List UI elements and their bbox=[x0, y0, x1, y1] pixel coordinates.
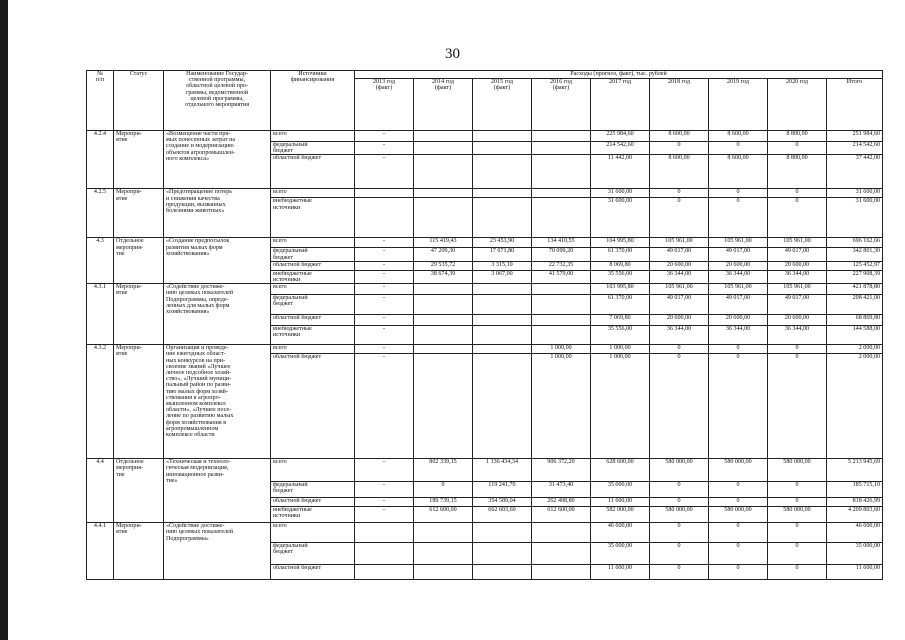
amount-cell: 0 bbox=[709, 354, 768, 459]
row-program-name: «Возмещение части пря- мых понесенных затрат на создание и модернизацию объектов агропромышлен- ного комплекса» bbox=[164, 131, 271, 189]
amount-cell: 11 600,00 bbox=[591, 498, 650, 507]
amount-cell: 20 600,00 bbox=[768, 315, 827, 326]
amount-cell: 1 000,00 bbox=[532, 345, 591, 354]
funding-source: областной бюджет bbox=[271, 565, 355, 580]
amount-cell: - bbox=[355, 507, 414, 523]
amount-cell: 0 bbox=[650, 189, 709, 198]
amount-cell: 612 600,00 bbox=[414, 507, 473, 523]
amount-cell: 105 961,00 bbox=[650, 238, 709, 248]
funding-source: федеральный бюджет bbox=[271, 482, 355, 498]
amount-cell: 4 209 803,60 bbox=[827, 507, 883, 523]
row-status: Меропри- ятие bbox=[114, 523, 164, 580]
header-status: Статус bbox=[114, 71, 164, 131]
amount-cell: 23 453,90 bbox=[473, 238, 532, 248]
row-number: 4.4.1 bbox=[87, 523, 114, 580]
amount-cell: 0 bbox=[650, 523, 709, 543]
amount-cell bbox=[414, 543, 473, 565]
amount-cell: 0 bbox=[709, 498, 768, 507]
amount-cell: 580 000,00 bbox=[768, 507, 827, 523]
amount-cell bbox=[414, 315, 473, 326]
amount-cell: 35 556,00 bbox=[591, 270, 650, 283]
table-row bbox=[87, 189, 883, 198]
amount-cell: 0 bbox=[650, 482, 709, 498]
amount-cell: 906 372,20 bbox=[532, 459, 591, 482]
header-year: Итого bbox=[827, 79, 883, 131]
amount-cell: 103 995,80 bbox=[591, 284, 650, 295]
row-number: 4.4 bbox=[87, 459, 114, 523]
amount-cell: 8 600,00 bbox=[650, 155, 709, 189]
table-row bbox=[87, 523, 883, 543]
funding-source: внебюджетные источники bbox=[271, 326, 355, 345]
amount-cell: 35 000,00 bbox=[591, 482, 650, 498]
amount-cell: 20 600,00 bbox=[709, 261, 768, 270]
row-program-name: Организация и проведе- ние ежегодных област- ных конкурсов на при- своение званий «Лучшее личное подсобное хозяй- ство», «Лучший муници- пальный район по разви- тию малых форм хозяй- ствования в агропро- мышленном комплексе области», «Лучшее посе- ление по развитию малых форм хозяйствования в агропромышленном комплексе области bbox=[164, 345, 271, 459]
amount-cell: 31 600,00 bbox=[827, 198, 883, 238]
amount-cell bbox=[473, 523, 532, 543]
row-status: Меропри- ятие bbox=[114, 189, 164, 238]
amount-cell: 0 bbox=[650, 543, 709, 565]
amount-cell: 1 136 434,34 bbox=[473, 459, 532, 482]
amount-cell: 580 000,00 bbox=[650, 459, 709, 482]
amount-cell: 8 600,00 bbox=[650, 131, 709, 142]
amount-cell: 35 556,00 bbox=[591, 326, 650, 345]
amount-cell: 31 600,00 bbox=[591, 189, 650, 198]
amount-cell: - bbox=[355, 142, 414, 155]
amount-cell bbox=[355, 565, 414, 580]
amount-cell: 580 000,00 bbox=[650, 507, 709, 523]
table-row bbox=[87, 131, 883, 142]
amount-cell bbox=[532, 131, 591, 142]
amount-cell: 49 017,00 bbox=[650, 295, 709, 315]
table-body bbox=[87, 131, 883, 580]
amount-cell: 8 800,00 bbox=[768, 131, 827, 142]
amount-cell: 35 000,00 bbox=[827, 543, 883, 565]
amount-cell: 0 bbox=[709, 482, 768, 498]
amount-cell: - bbox=[355, 284, 414, 295]
header-year: 2020 год bbox=[768, 79, 827, 131]
amount-cell: 580 000,00 bbox=[709, 459, 768, 482]
row-program-name: «Содействие достиже- нию целевых показателей Подпрограммы» bbox=[164, 523, 271, 580]
header-year: 2016 год (факт) bbox=[532, 79, 591, 131]
amount-cell: 802 339,15 bbox=[414, 459, 473, 482]
amount-cell: 20 600,00 bbox=[650, 315, 709, 326]
amount-cell: 49 017,00 bbox=[709, 248, 768, 261]
amount-cell: - bbox=[355, 498, 414, 507]
header-year: 2019 год bbox=[709, 79, 768, 131]
funding-source: областной бюджет bbox=[271, 354, 355, 459]
amount-cell bbox=[532, 155, 591, 189]
amount-cell: 0 bbox=[768, 189, 827, 198]
amount-cell bbox=[473, 189, 532, 198]
amount-cell: 0 bbox=[709, 565, 768, 580]
amount-cell: 0 bbox=[414, 482, 473, 498]
scan-edge-bar bbox=[0, 0, 8, 640]
amount-cell: - bbox=[355, 345, 414, 354]
header-year: 2013 год (факт) bbox=[355, 79, 414, 131]
amount-cell: 105 961,00 bbox=[709, 284, 768, 295]
amount-cell: 214 542,60 bbox=[591, 142, 650, 155]
amount-cell: 1 000,00 bbox=[591, 354, 650, 459]
amount-cell: 662 603,60 bbox=[473, 507, 532, 523]
amount-cell bbox=[414, 565, 473, 580]
amount-cell: 1 000,00 bbox=[591, 345, 650, 354]
amount-cell: 580 000,00 bbox=[709, 507, 768, 523]
amount-cell bbox=[414, 142, 473, 155]
amount-cell bbox=[532, 315, 591, 326]
amount-cell: 0 bbox=[650, 142, 709, 155]
amount-cell: 7 069,80 bbox=[591, 315, 650, 326]
funding-source: всего bbox=[271, 345, 355, 354]
amount-cell: 0 bbox=[768, 482, 827, 498]
header-row bbox=[87, 71, 883, 79]
amount-cell bbox=[414, 155, 473, 189]
amount-cell: 251 984,60 bbox=[827, 131, 883, 142]
amount-cell: 17 071,80 bbox=[473, 248, 532, 261]
amount-cell: 36 344,00 bbox=[768, 270, 827, 283]
expenses-table bbox=[86, 70, 883, 580]
amount-cell: 20 600,00 bbox=[709, 315, 768, 326]
amount-cell: - bbox=[355, 155, 414, 189]
amount-cell: 11 442,00 bbox=[591, 155, 650, 189]
amount-cell: 185 715,10 bbox=[827, 482, 883, 498]
amount-cell: 35 000,00 bbox=[591, 543, 650, 565]
amount-cell: 227 908,39 bbox=[827, 270, 883, 283]
amount-cell: 134 410,55 bbox=[532, 238, 591, 248]
row-status: Меропри- ятие bbox=[114, 131, 164, 189]
amount-cell: 0 bbox=[709, 189, 768, 198]
amount-cell: 70 099,20 bbox=[532, 248, 591, 261]
amount-cell: 36 344,00 bbox=[768, 326, 827, 345]
amount-cell: 47 209,30 bbox=[414, 248, 473, 261]
amount-cell: 115 419,43 bbox=[414, 238, 473, 248]
amount-cell: 49 017,00 bbox=[768, 248, 827, 261]
amount-cell bbox=[355, 543, 414, 565]
funding-source: внебюджетные источники bbox=[271, 507, 355, 523]
amount-cell bbox=[473, 345, 532, 354]
funding-source: всего bbox=[271, 459, 355, 482]
amount-cell: 36 344,00 bbox=[709, 326, 768, 345]
amount-cell: 105 961,00 bbox=[709, 238, 768, 248]
header-year: 2018 год bbox=[650, 79, 709, 131]
amount-cell: - bbox=[355, 326, 414, 345]
amount-cell: - bbox=[355, 261, 414, 270]
amount-cell: 582 000,00 bbox=[591, 507, 650, 523]
amount-cell: - bbox=[355, 248, 414, 261]
amount-cell: - bbox=[355, 315, 414, 326]
amount-cell: 105 961,00 bbox=[768, 284, 827, 295]
amount-cell: 31 600,00 bbox=[591, 198, 650, 238]
row-program-name: «Создание предпосылок развития малых форм хозяйствования» bbox=[164, 238, 271, 284]
amount-cell: 8 800,00 bbox=[768, 155, 827, 189]
amount-cell: 0 bbox=[650, 198, 709, 238]
amount-cell: 818 426,99 bbox=[827, 498, 883, 507]
amount-cell: 31 600,00 bbox=[827, 189, 883, 198]
header-program: Наименование Государ- ственной программы, областной целевой про- граммы, ведомственной целевой программы, отдельного мероприятия bbox=[164, 71, 271, 131]
amount-cell: 8 600,00 bbox=[709, 131, 768, 142]
table-header bbox=[87, 71, 883, 131]
amount-cell bbox=[473, 354, 532, 459]
funding-source: федеральный бюджет bbox=[271, 248, 355, 261]
row-status: Отдельное мероприя- тие bbox=[114, 459, 164, 523]
amount-cell: 46 600,00 bbox=[591, 523, 650, 543]
amount-cell: 0 bbox=[768, 565, 827, 580]
amount-cell bbox=[532, 326, 591, 345]
row-number: 4.3.2 bbox=[87, 345, 114, 459]
amount-cell: 225 984,60 bbox=[591, 131, 650, 142]
funding-source: областной бюджет bbox=[271, 498, 355, 507]
amount-cell: 0 bbox=[768, 523, 827, 543]
amount-cell: 11 600,00 bbox=[591, 565, 650, 580]
amount-cell bbox=[414, 326, 473, 345]
amount-cell: - bbox=[355, 354, 414, 459]
row-number: 4.3.1 bbox=[87, 284, 114, 345]
amount-cell: 0 bbox=[709, 345, 768, 354]
table-row bbox=[87, 459, 883, 482]
amount-cell: - bbox=[355, 131, 414, 142]
amount-cell: 20 600,00 bbox=[650, 261, 709, 270]
amount-cell: 8 069,80 bbox=[591, 261, 650, 270]
amount-cell bbox=[355, 523, 414, 543]
amount-cell: 49 017,00 bbox=[650, 248, 709, 261]
amount-cell: 22 732,35 bbox=[532, 261, 591, 270]
amount-cell: 49 017,00 bbox=[768, 295, 827, 315]
header-year: 2015 год (факт) bbox=[473, 79, 532, 131]
amount-cell: 49 017,00 bbox=[709, 295, 768, 315]
table-row bbox=[87, 238, 883, 248]
amount-cell: 208 421,00 bbox=[827, 295, 883, 315]
row-number: 4.2.5 bbox=[87, 189, 114, 238]
amount-cell: 214 542,60 bbox=[827, 142, 883, 155]
amount-cell: 38 674,39 bbox=[414, 270, 473, 283]
amount-cell bbox=[414, 189, 473, 198]
amount-cell: 696 162,66 bbox=[827, 238, 883, 248]
amount-cell bbox=[355, 189, 414, 198]
amount-cell: 0 bbox=[768, 543, 827, 565]
table-row bbox=[87, 284, 883, 295]
row-program-name: «Предотвращение потерь и снижения качества продукции, вызванных болезнями животных» bbox=[164, 189, 271, 238]
amount-cell bbox=[414, 295, 473, 315]
table-row bbox=[87, 345, 883, 354]
amount-cell bbox=[414, 284, 473, 295]
amount-cell: 3 067,00 bbox=[473, 270, 532, 283]
amount-cell bbox=[532, 565, 591, 580]
amount-cell: 421 878,80 bbox=[827, 284, 883, 295]
amount-cell bbox=[473, 284, 532, 295]
amount-cell bbox=[473, 543, 532, 565]
funding-source: внебюджетные источники bbox=[271, 198, 355, 238]
amount-cell: 37 442,00 bbox=[827, 155, 883, 189]
amount-cell: - bbox=[355, 238, 414, 248]
amount-cell: 612 600,00 bbox=[532, 507, 591, 523]
amount-cell: 354 589,04 bbox=[473, 498, 532, 507]
row-program-name: «Техническая и техноло- гическая модернизация, инновационное разви- тие» bbox=[164, 459, 271, 523]
header-year: 2017 год bbox=[591, 79, 650, 131]
amount-cell: 68 869,80 bbox=[827, 315, 883, 326]
amount-cell: 36 344,00 bbox=[650, 326, 709, 345]
amount-cell bbox=[473, 326, 532, 345]
amount-cell bbox=[414, 345, 473, 354]
page-number: 30 bbox=[445, 46, 460, 62]
amount-cell: - bbox=[355, 482, 414, 498]
amount-cell bbox=[355, 198, 414, 238]
header-year: 2014 год (факт) bbox=[414, 79, 473, 131]
amount-cell bbox=[532, 142, 591, 155]
funding-source: всего bbox=[271, 284, 355, 295]
amount-cell: 11 600,00 bbox=[827, 565, 883, 580]
amount-cell: 0 bbox=[768, 354, 827, 459]
amount-cell: 0 bbox=[650, 498, 709, 507]
amount-cell: 0 bbox=[709, 523, 768, 543]
amount-cell: 580 000,00 bbox=[768, 459, 827, 482]
amount-cell: 36 344,00 bbox=[709, 270, 768, 283]
amount-cell: 2 000,00 bbox=[827, 354, 883, 459]
amount-cell: 0 bbox=[768, 345, 827, 354]
amount-cell: - bbox=[355, 459, 414, 482]
amount-cell: 119 241,70 bbox=[473, 482, 532, 498]
amount-cell bbox=[473, 565, 532, 580]
amount-cell: 5 213 945,69 bbox=[827, 459, 883, 482]
header-expenses: Расходы (прогноз, факт), тыс. рублей bbox=[355, 71, 883, 79]
amount-cell bbox=[532, 523, 591, 543]
amount-cell bbox=[473, 198, 532, 238]
amount-cell: 0 bbox=[650, 354, 709, 459]
amount-cell: 105 961,00 bbox=[650, 284, 709, 295]
funding-source: федеральный бюджет bbox=[271, 295, 355, 315]
row-number: 4.2.4 bbox=[87, 131, 114, 189]
amount-cell bbox=[414, 354, 473, 459]
funding-source: всего bbox=[271, 189, 355, 198]
amount-cell: 628 600,00 bbox=[591, 459, 650, 482]
amount-cell bbox=[473, 131, 532, 142]
amount-cell: 41 579,00 bbox=[532, 270, 591, 283]
row-program-name: «Содействие достиже- нию целевых показателей Подпрограммы, опреде- ленных для малых форм хозяйствования» bbox=[164, 284, 271, 345]
amount-cell bbox=[473, 295, 532, 315]
amount-cell: 0 bbox=[768, 198, 827, 238]
amount-cell: 0 bbox=[709, 543, 768, 565]
amount-cell: 1 000,00 bbox=[532, 354, 591, 459]
amount-cell bbox=[532, 543, 591, 565]
amount-cell bbox=[473, 315, 532, 326]
amount-cell bbox=[532, 284, 591, 295]
funding-source: областной бюджет bbox=[271, 315, 355, 326]
amount-cell: 105 961,00 bbox=[768, 238, 827, 248]
amount-cell: 29 535,72 bbox=[414, 261, 473, 270]
amount-cell: 342 801,30 bbox=[827, 248, 883, 261]
amount-cell: 2 000,00 bbox=[827, 345, 883, 354]
funding-source: всего bbox=[271, 131, 355, 142]
row-status: Отдельное мероприя- тие bbox=[114, 238, 164, 284]
amount-cell: 0 bbox=[650, 345, 709, 354]
amount-cell bbox=[414, 523, 473, 543]
amount-cell bbox=[473, 155, 532, 189]
amount-cell bbox=[532, 198, 591, 238]
amount-cell: 8 600,00 bbox=[709, 155, 768, 189]
header-sources: Источники финансирования bbox=[271, 71, 355, 131]
amount-cell: 36 344,00 bbox=[650, 270, 709, 283]
amount-cell bbox=[473, 142, 532, 155]
funding-source: областной бюджет bbox=[271, 155, 355, 189]
amount-cell: - bbox=[355, 295, 414, 315]
amount-cell: 0 bbox=[650, 565, 709, 580]
amount-cell: 61 370,00 bbox=[591, 295, 650, 315]
amount-cell bbox=[532, 189, 591, 198]
funding-source: федеральный бюджет bbox=[271, 142, 355, 155]
funding-source: внебюджетные источники bbox=[271, 270, 355, 283]
row-status: Меропри- ятие bbox=[114, 284, 164, 345]
amount-cell: 61 370,00 bbox=[591, 248, 650, 261]
funding-source: всего bbox=[271, 238, 355, 248]
amount-cell bbox=[532, 295, 591, 315]
amount-cell: 31 473,40 bbox=[532, 482, 591, 498]
amount-cell: 0 bbox=[709, 142, 768, 155]
amount-cell: 20 600,00 bbox=[768, 261, 827, 270]
amount-cell: 104 995,80 bbox=[591, 238, 650, 248]
amount-cell: 262 498,80 bbox=[532, 498, 591, 507]
amount-cell: 0 bbox=[768, 498, 827, 507]
funding-source: всего bbox=[271, 523, 355, 543]
funding-source: областной бюджет bbox=[271, 261, 355, 270]
row-status: Меропри- ятие bbox=[114, 345, 164, 459]
amount-cell bbox=[414, 131, 473, 142]
amount-cell: 189 739,15 bbox=[414, 498, 473, 507]
amount-cell: 144 588,00 bbox=[827, 326, 883, 345]
amount-cell: 46 600,00 bbox=[827, 523, 883, 543]
amount-cell bbox=[414, 198, 473, 238]
amount-cell: - bbox=[355, 270, 414, 283]
header-num: № п/п bbox=[87, 71, 114, 131]
funding-source: федеральный бюджет bbox=[271, 543, 355, 565]
amount-cell: 0 bbox=[768, 142, 827, 155]
amount-cell: 0 bbox=[709, 198, 768, 238]
row-number: 4.3 bbox=[87, 238, 114, 284]
amount-cell: 125 452,97 bbox=[827, 261, 883, 270]
amount-cell: 3 315,10 bbox=[473, 261, 532, 270]
